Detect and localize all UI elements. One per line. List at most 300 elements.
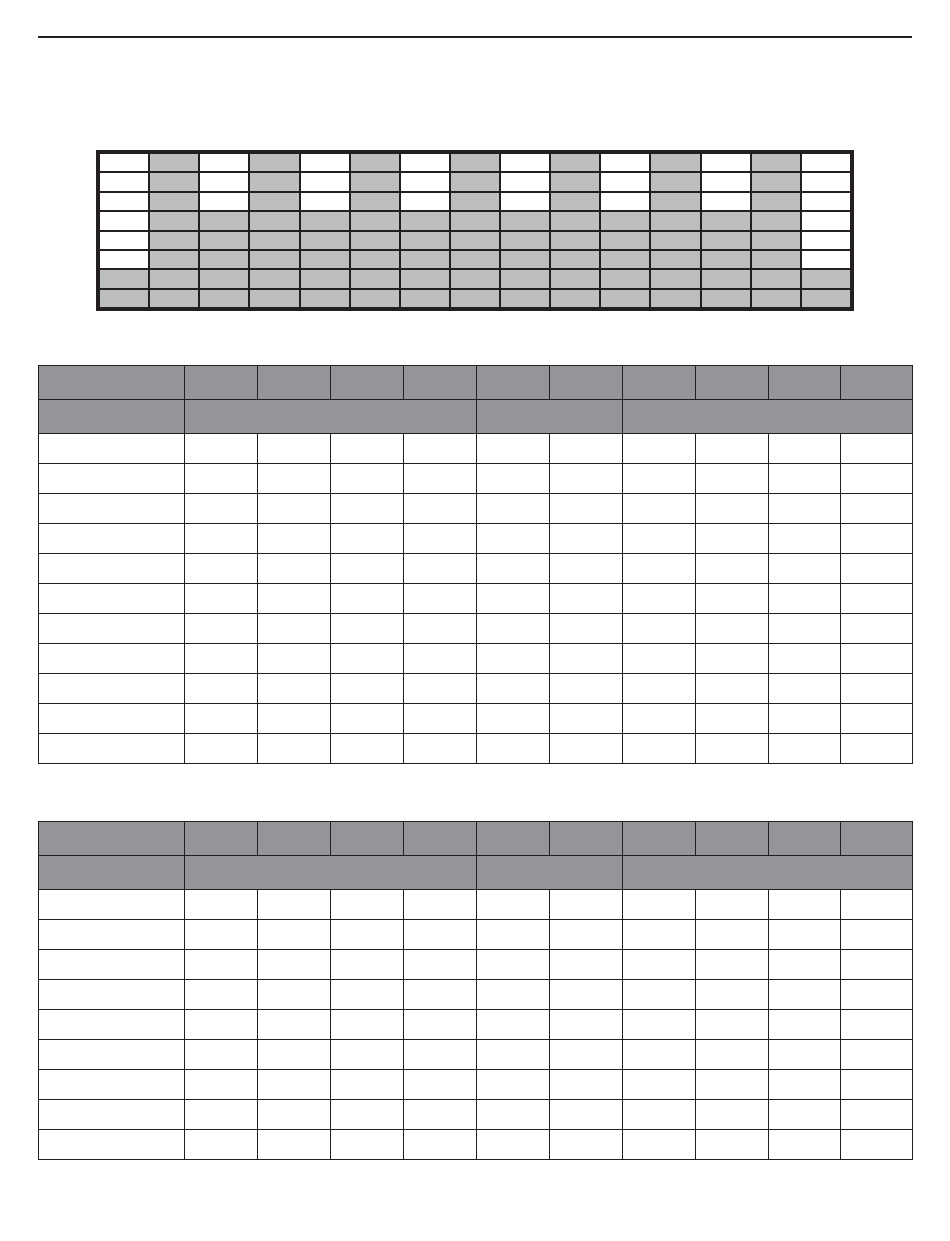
table-cell — [39, 554, 185, 584]
table-cell — [39, 950, 185, 980]
table-cell — [39, 1100, 185, 1130]
grid-cell-shaded — [650, 250, 700, 269]
grid-cell-shaded — [350, 269, 400, 288]
grid-cell-blank — [99, 172, 149, 191]
table-cell — [39, 584, 185, 614]
grid-cell-shaded — [600, 289, 650, 308]
table-cell — [258, 674, 331, 704]
table-cell — [258, 1100, 331, 1130]
table-cell — [769, 734, 841, 764]
grid-cell-shaded — [300, 289, 350, 308]
table-row — [39, 584, 913, 614]
table-cell — [39, 980, 185, 1010]
table-cell — [477, 734, 550, 764]
table-cell — [769, 434, 841, 464]
table-cell — [185, 554, 258, 584]
table-cell — [331, 950, 404, 980]
table-cell — [331, 524, 404, 554]
table-cell — [550, 644, 623, 674]
grid-cell-shaded — [500, 250, 550, 269]
grid-cell-shaded — [350, 250, 400, 269]
table-cell — [696, 554, 769, 584]
table-cell — [623, 980, 696, 1010]
table-cell — [258, 584, 331, 614]
table-cell — [696, 1010, 769, 1040]
header-cell — [841, 822, 913, 856]
table-row — [39, 950, 913, 980]
blank-table-1 — [38, 365, 913, 764]
header-cell — [331, 822, 404, 856]
table-cell — [696, 1040, 769, 1070]
table-cell — [550, 524, 623, 554]
table-cell — [841, 1010, 913, 1040]
grid-cell-shaded — [350, 192, 400, 211]
table-cell — [623, 644, 696, 674]
table-cell — [477, 1130, 550, 1160]
table-cell — [39, 1130, 185, 1160]
table-cell — [404, 554, 477, 584]
table-row — [39, 494, 913, 524]
table-cell — [623, 434, 696, 464]
grid-cell-shaded — [550, 250, 600, 269]
grid-cell-blank — [99, 231, 149, 250]
grid-cell-shaded — [450, 269, 500, 288]
grid-cell-shaded — [751, 172, 801, 191]
group-header-row — [39, 400, 913, 434]
grid-cell-shaded — [149, 192, 199, 211]
table-cell — [623, 464, 696, 494]
group-header-cell — [477, 856, 623, 890]
grid-cell-shaded — [249, 211, 299, 230]
table-cell — [769, 554, 841, 584]
grid-cell-shaded — [249, 250, 299, 269]
table-cell — [404, 704, 477, 734]
group-header-cell — [185, 856, 477, 890]
table-row — [39, 1070, 913, 1100]
group-header-row — [39, 856, 913, 890]
grid-cell-shaded — [249, 153, 299, 172]
table-cell — [258, 554, 331, 584]
table-cell — [258, 614, 331, 644]
table-cell — [477, 980, 550, 1010]
table-cell — [550, 1100, 623, 1130]
table-cell — [404, 1130, 477, 1160]
shading-grid-table — [98, 152, 852, 309]
table-cell — [477, 1010, 550, 1040]
grid-cell-blank — [199, 172, 249, 191]
group-header-cell — [39, 856, 185, 890]
table-cell — [258, 494, 331, 524]
grid-cell-shaded — [199, 269, 249, 288]
table-cell — [696, 614, 769, 644]
table-cell — [331, 1040, 404, 1070]
grid-cell-blank — [801, 211, 851, 230]
table-cell — [331, 734, 404, 764]
grid-cell-blank — [600, 153, 650, 172]
table-cell — [550, 434, 623, 464]
table-cell — [769, 980, 841, 1010]
table-cell — [39, 464, 185, 494]
table-row — [39, 554, 913, 584]
header-cell — [696, 366, 769, 400]
table-cell — [550, 614, 623, 644]
grid-cell-shaded — [550, 211, 600, 230]
table-cell — [185, 920, 258, 950]
table-cell — [185, 614, 258, 644]
table-cell — [39, 674, 185, 704]
grid-cell-shaded — [650, 211, 700, 230]
table-cell — [769, 524, 841, 554]
table-cell — [623, 890, 696, 920]
table-cell — [550, 734, 623, 764]
table-row — [39, 674, 913, 704]
table-cell — [550, 584, 623, 614]
table-cell — [769, 704, 841, 734]
table-cell — [331, 674, 404, 704]
grid-cell-blank — [300, 153, 350, 172]
table-cell — [769, 1010, 841, 1040]
header-cell — [550, 366, 623, 400]
grid-cell-shaded — [400, 231, 450, 250]
table-cell — [550, 674, 623, 704]
table-cell — [623, 920, 696, 950]
table-cell — [550, 890, 623, 920]
grid-cell-shaded — [550, 269, 600, 288]
table-cell — [550, 554, 623, 584]
table-cell — [404, 950, 477, 980]
grid-cell-shaded — [249, 289, 299, 308]
table-cell — [185, 524, 258, 554]
table-row — [39, 434, 913, 464]
table-cell — [331, 890, 404, 920]
table-cell — [841, 920, 913, 950]
table-cell — [331, 494, 404, 524]
grid-cell-shaded — [550, 172, 600, 191]
grid-cell-shaded — [400, 250, 450, 269]
table-cell — [185, 644, 258, 674]
table-cell — [696, 464, 769, 494]
table-cell — [841, 1100, 913, 1130]
table-cell — [258, 950, 331, 980]
table-cell — [404, 1040, 477, 1070]
table-cell — [696, 980, 769, 1010]
table-cell — [404, 584, 477, 614]
grid-cell-shaded — [249, 172, 299, 191]
table-cell — [258, 734, 331, 764]
grid-cell-shaded — [450, 289, 500, 308]
blank-table-2 — [38, 821, 913, 1160]
table-cell — [185, 950, 258, 980]
table-cell — [623, 1100, 696, 1130]
table-cell — [477, 584, 550, 614]
header-cell — [258, 822, 331, 856]
table-cell — [477, 704, 550, 734]
grid-cell-shaded — [450, 250, 500, 269]
table-cell — [331, 920, 404, 950]
table-cell — [769, 920, 841, 950]
grid-cell-blank — [99, 250, 149, 269]
table-cell — [623, 1040, 696, 1070]
header-cell — [39, 366, 185, 400]
header-cell — [39, 822, 185, 856]
table-cell — [404, 464, 477, 494]
table-cell — [623, 704, 696, 734]
grid-cell-blank — [500, 172, 550, 191]
table-cell — [550, 1130, 623, 1160]
table-cell — [39, 614, 185, 644]
table-cell — [550, 1070, 623, 1100]
table-cell — [623, 734, 696, 764]
table-cell — [258, 1010, 331, 1040]
table-cell — [39, 434, 185, 464]
table-cell — [404, 494, 477, 524]
table-cell — [841, 614, 913, 644]
grid-cell-blank — [801, 153, 851, 172]
table-cell — [550, 494, 623, 524]
header-cell — [258, 366, 331, 400]
table-cell — [258, 644, 331, 674]
table-cell — [550, 1010, 623, 1040]
table-cell — [404, 920, 477, 950]
grid-cell-shaded — [650, 192, 700, 211]
grid-cell-shaded — [199, 211, 249, 230]
table-cell — [404, 1100, 477, 1130]
grid-cell-blank — [701, 153, 751, 172]
table-cell — [550, 704, 623, 734]
table-cell — [769, 1070, 841, 1100]
grid-cell-shaded — [350, 231, 400, 250]
table-cell — [696, 494, 769, 524]
table-cell — [477, 1070, 550, 1100]
grid-cell-shaded — [500, 211, 550, 230]
table-cell — [623, 614, 696, 644]
table-cell — [696, 704, 769, 734]
table-cell — [623, 1010, 696, 1040]
table-cell — [185, 1040, 258, 1070]
table-cell — [623, 1070, 696, 1100]
grid-cell-blank — [801, 172, 851, 191]
table-row — [39, 704, 913, 734]
table-cell — [185, 1100, 258, 1130]
grid-cell-shaded — [550, 289, 600, 308]
table-cell — [185, 674, 258, 704]
table-cell — [331, 1100, 404, 1130]
table-cell — [404, 524, 477, 554]
table-cell — [696, 644, 769, 674]
group-header-cell — [185, 400, 477, 434]
header-cell — [623, 822, 696, 856]
table-cell — [769, 890, 841, 920]
table-row — [39, 1100, 913, 1130]
grid-cell-blank — [701, 192, 751, 211]
grid-cell-shaded — [751, 192, 801, 211]
grid-cell-shaded — [199, 289, 249, 308]
table-cell — [185, 734, 258, 764]
grid-cell-shaded — [350, 172, 400, 191]
grid-row — [99, 289, 851, 308]
table-cell — [477, 890, 550, 920]
table-cell — [623, 950, 696, 980]
table-cell — [331, 704, 404, 734]
grid-cell-shaded — [450, 211, 500, 230]
grid-cell-shaded — [701, 289, 751, 308]
grid-cell-shaded — [751, 153, 801, 172]
grid-cell-shaded — [149, 289, 199, 308]
table-cell — [258, 524, 331, 554]
table-cell — [769, 644, 841, 674]
grid-cell-shaded — [751, 250, 801, 269]
table-cell — [404, 1070, 477, 1100]
grid-cell-shaded — [149, 172, 199, 191]
table-cell — [841, 980, 913, 1010]
top-rule — [38, 36, 912, 38]
grid-cell-shaded — [450, 192, 500, 211]
table-cell — [331, 614, 404, 644]
grid-cell-shaded — [350, 289, 400, 308]
table-cell — [769, 614, 841, 644]
table-cell — [404, 644, 477, 674]
grid-cell-shaded — [300, 269, 350, 288]
grid-row — [99, 172, 851, 191]
table-row — [39, 920, 913, 950]
header-cell — [404, 366, 477, 400]
table-cell — [696, 950, 769, 980]
table-cell — [696, 890, 769, 920]
table-cell — [331, 434, 404, 464]
header-row — [39, 822, 913, 856]
table-cell — [769, 1130, 841, 1160]
table-cell — [769, 584, 841, 614]
grid-cell-blank — [199, 153, 249, 172]
grid-cell-shaded — [701, 250, 751, 269]
table-cell — [331, 1070, 404, 1100]
grid-cell-shaded — [751, 231, 801, 250]
grid-cell-shaded — [300, 250, 350, 269]
table-row — [39, 1010, 913, 1040]
table-row — [39, 1130, 913, 1160]
table-cell — [550, 464, 623, 494]
grid-cell-blank — [801, 250, 851, 269]
table-cell — [841, 734, 913, 764]
grid-cell-blank — [99, 192, 149, 211]
group-header-cell — [623, 856, 913, 890]
header-cell — [769, 822, 841, 856]
table-cell — [696, 674, 769, 704]
table-cell — [185, 980, 258, 1010]
grid-cell-shaded — [650, 231, 700, 250]
grid-cell-shaded — [149, 269, 199, 288]
table-cell — [331, 1130, 404, 1160]
table-cell — [841, 494, 913, 524]
table-cell — [769, 674, 841, 704]
table-cell — [841, 950, 913, 980]
table-cell — [696, 1130, 769, 1160]
grid-cell-shaded — [600, 231, 650, 250]
table-cell — [258, 1040, 331, 1070]
table-row — [39, 734, 913, 764]
grid-row — [99, 153, 851, 172]
grid-row — [99, 231, 851, 250]
table-cell — [404, 1010, 477, 1040]
table-cell — [185, 584, 258, 614]
table-cell — [477, 644, 550, 674]
table-cell — [841, 1130, 913, 1160]
table-cell — [477, 434, 550, 464]
grid-cell-shaded — [300, 231, 350, 250]
grid-cell-shaded — [199, 250, 249, 269]
header-cell — [185, 822, 258, 856]
table-cell — [331, 644, 404, 674]
table-cell — [258, 464, 331, 494]
grid-cell-shaded — [300, 211, 350, 230]
grid-cell-shaded — [400, 289, 450, 308]
table-cell — [477, 554, 550, 584]
grid-cell-shaded — [249, 269, 299, 288]
grid-cell-shaded — [149, 211, 199, 230]
table-row — [39, 524, 913, 554]
shading-grid — [96, 150, 854, 311]
table-cell — [477, 464, 550, 494]
grid-row — [99, 269, 851, 288]
table-cell — [185, 1070, 258, 1100]
grid-cell-blank — [300, 172, 350, 191]
table-cell — [623, 494, 696, 524]
table-cell — [477, 614, 550, 644]
table-cell — [185, 704, 258, 734]
table-cell — [769, 494, 841, 524]
table-cell — [696, 434, 769, 464]
grid-cell-blank — [300, 192, 350, 211]
table-cell — [769, 1040, 841, 1070]
grid-cell-blank — [400, 172, 450, 191]
grid-cell-shaded — [650, 153, 700, 172]
table-cell — [39, 704, 185, 734]
table-cell — [331, 554, 404, 584]
table-cell — [550, 920, 623, 950]
table-cell — [39, 734, 185, 764]
table-cell — [841, 464, 913, 494]
grid-cell-shaded — [350, 211, 400, 230]
header-cell — [477, 822, 550, 856]
grid-cell-blank — [801, 192, 851, 211]
table-cell — [185, 434, 258, 464]
table-cell — [258, 704, 331, 734]
table-cell — [623, 524, 696, 554]
table-cell — [696, 734, 769, 764]
table-cell — [477, 1100, 550, 1130]
table-cell — [477, 494, 550, 524]
table-cell — [185, 1010, 258, 1040]
table-cell — [696, 1070, 769, 1100]
grid-cell-shaded — [550, 231, 600, 250]
group-header-cell — [477, 400, 623, 434]
group-header-cell — [623, 400, 913, 434]
grid-cell-shaded — [199, 231, 249, 250]
table-cell — [550, 1040, 623, 1070]
table-cell — [550, 950, 623, 980]
table-cell — [696, 1100, 769, 1130]
grid-cell-shaded — [650, 172, 700, 191]
table-row — [39, 1040, 913, 1070]
table-cell — [404, 434, 477, 464]
table-cell — [331, 1010, 404, 1040]
table-cell — [477, 674, 550, 704]
grid-cell-blank — [600, 172, 650, 191]
table-cell — [477, 920, 550, 950]
table-cell — [331, 464, 404, 494]
grid-cell-shaded — [751, 289, 801, 308]
grid-cell-blank — [400, 153, 450, 172]
